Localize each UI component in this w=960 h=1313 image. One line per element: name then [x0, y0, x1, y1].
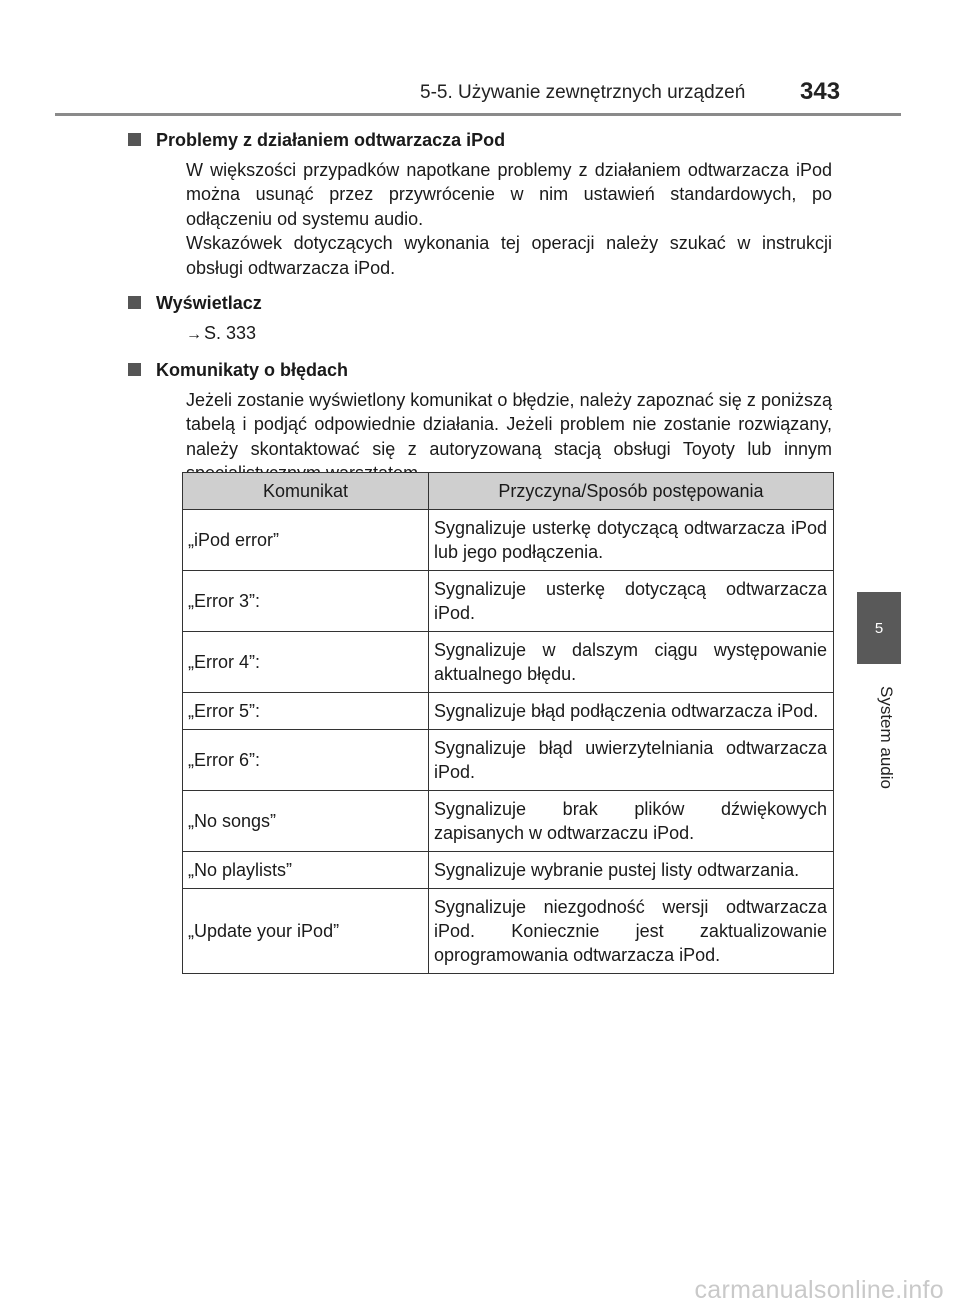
table-row	[183, 693, 834, 730]
message-cell: „Update your iPod”	[183, 889, 429, 974]
error-message-table	[182, 472, 834, 974]
table-row	[183, 730, 834, 791]
table-row	[183, 852, 834, 889]
section-title: 5-5. Używanie zewnętrznych urządzeń	[420, 82, 746, 103]
column-header-cause: Przyczyna/Sposób postępowania	[429, 473, 834, 510]
section-error-messages	[156, 358, 832, 486]
chapter-tab	[857, 592, 901, 664]
message-cell: „Error 6”:	[183, 730, 429, 791]
chapter-number: 5	[874, 619, 884, 637]
square-bullet-icon	[128, 133, 141, 146]
square-bullet-icon	[128, 363, 141, 376]
cause-cell: Sygnalizuje niezgodność wersji odtwarzacza iPod. Koniecznie jest zaktualizowanie oprogramowania odtwarzacza iPod.	[429, 889, 834, 974]
section-display	[156, 291, 832, 347]
paragraph: Wskazówek dotyczących wykonania tej operacji należy szukać w instrukcji obsługi odtwarzacza iPod.	[186, 233, 832, 278]
section-body	[126, 158, 832, 281]
paragraph: W większości przypadków napotkane problemy z działaniem odtwarzacza iPod można usunąć przez przywrócenie w nim ustawień standardowych, po odłączeniu od systemu audio.	[186, 159, 832, 229]
section-heading	[126, 291, 832, 316]
table-row	[183, 510, 834, 571]
cause-cell: Sygnalizuje błąd uwierzytelniania odtwarzacza iPod.	[429, 730, 834, 791]
message-cell: „Error 4”:	[183, 632, 429, 693]
message-cell: „Error 5”:	[183, 693, 429, 730]
cause-cell: Sygnalizuje w dalszym ciągu występowanie aktualnego błędu.	[429, 632, 834, 693]
arrow-right-icon: →	[186, 325, 202, 343]
section-heading-text: Wyświetlacz	[156, 293, 262, 313]
table-row	[183, 791, 834, 852]
page-reference[interactable]	[126, 321, 832, 348]
cause-cell: Sygnalizuje usterkę dotyczącą odtwarzacza iPod lub jego podłączenia.	[429, 510, 834, 571]
message-cell: „No playlists”	[183, 852, 429, 889]
table-header-row	[183, 473, 834, 510]
page-number: 343	[800, 78, 841, 105]
section-ipod-problems	[156, 128, 832, 280]
section-heading	[126, 358, 832, 383]
page-reference-text: S. 333	[204, 322, 257, 343]
section-body	[126, 388, 832, 486]
column-header-message: Komunikat	[183, 473, 429, 510]
table-row	[183, 571, 834, 632]
cause-cell: Sygnalizuje brak plików dźwiękowych zapisanych w odtwarzaczu iPod.	[429, 791, 834, 852]
message-cell: „No songs”	[183, 791, 429, 852]
header-divider	[55, 113, 901, 116]
watermark: carmanualsonline.info	[694, 1276, 944, 1304]
paragraph: Jeżeli zostanie wyświetlony komunikat o błędzie, należy zapoznać się z poniższą tabelą i podjąć odpowiednie działania. Jeżeli problem nie zostanie rozwiązany, należy skontaktować się z autoryzowaną stacją obsługi Toyoty lub innym	[186, 389, 832, 459]
square-bullet-icon	[128, 296, 141, 309]
section-heading-text: Problemy z działaniem odtwarzacza iPod	[156, 130, 506, 150]
cause-cell: Sygnalizuje błąd podłączenia odtwarzacza iPod.	[429, 693, 834, 730]
chapter-name: System audio	[877, 685, 896, 789]
message-cell: „iPod error”	[183, 510, 429, 571]
table-row	[183, 889, 834, 974]
section-heading-text: Komunikaty o błędach	[156, 360, 349, 380]
cause-cell: Sygnalizuje wybranie pustej listy odtwarzania.	[429, 852, 834, 889]
table-row	[183, 632, 834, 693]
page-content	[156, 128, 832, 497]
cause-cell: Sygnalizuje usterkę dotyczącą odtwarzacza iPod.	[429, 571, 834, 632]
message-cell: „Error 3”:	[183, 571, 429, 632]
section-heading	[126, 128, 832, 153]
